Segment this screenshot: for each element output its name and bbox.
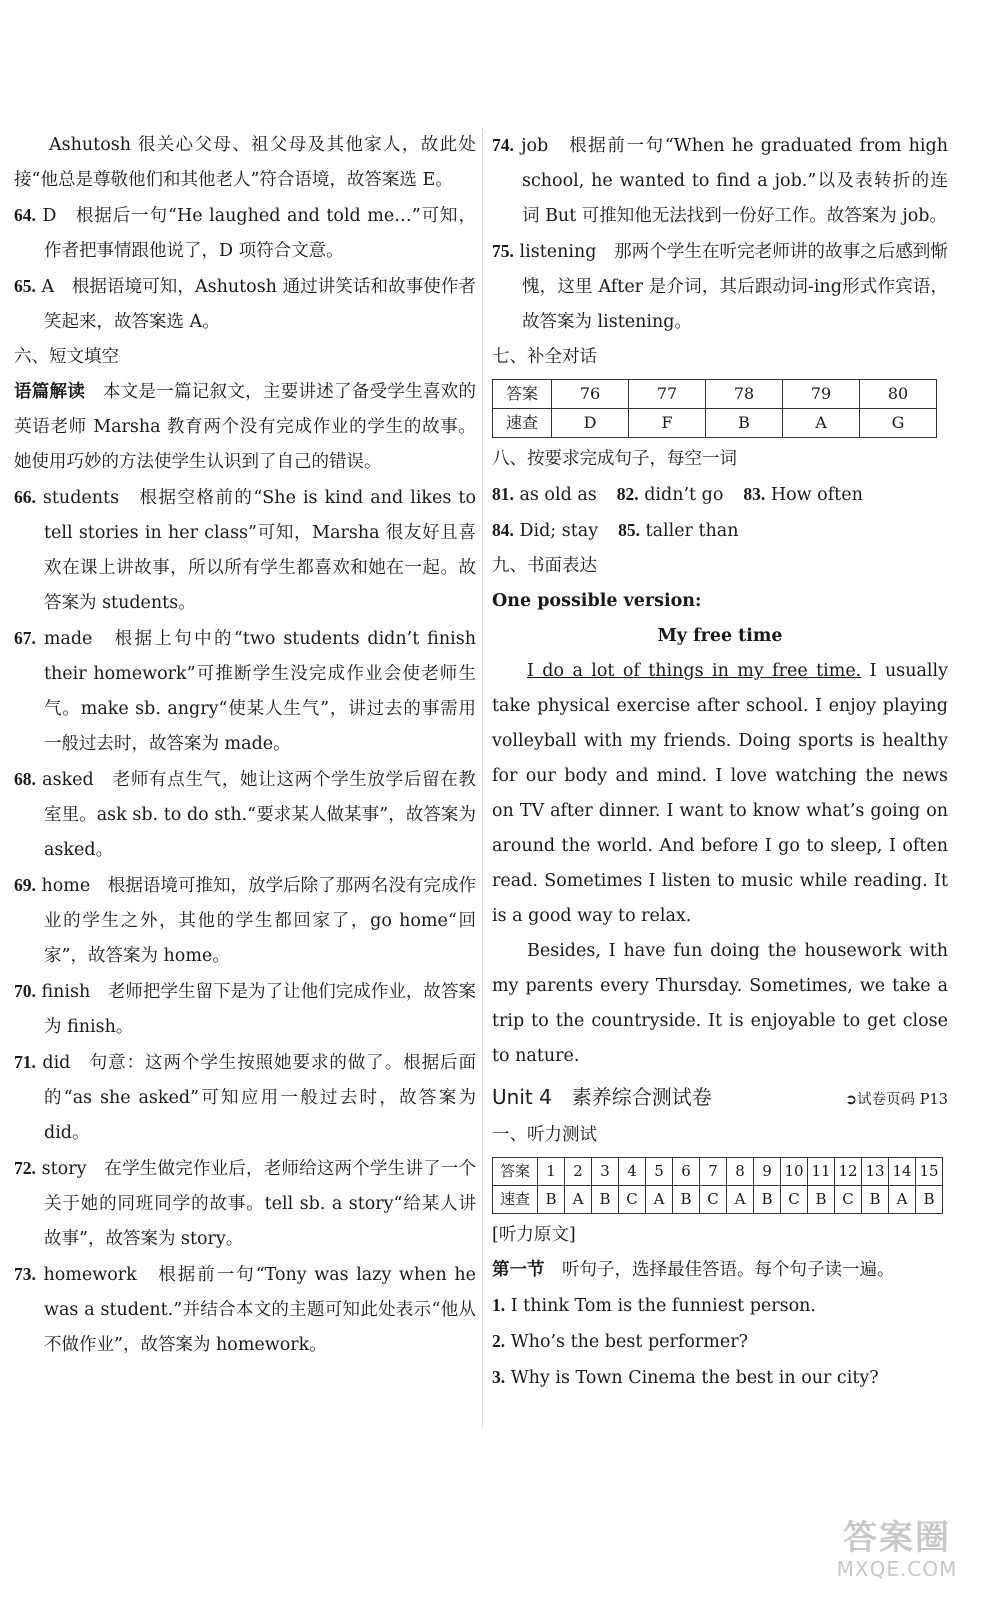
answer-67: 67. made 根据上句中的“two students didn’t finish their homework”可推断学生没完成作业会使老师生气。make sb. angry“使某人生气”，讲过去的事需用一般过去时，故答案为 made。 (14, 628, 476, 754)
column-divider (482, 128, 483, 1428)
table-cell: C (835, 1186, 862, 1214)
check-label: 速查 (493, 1186, 538, 1214)
table-cell: B (862, 1186, 889, 1214)
reading-label: 语篇解读 (14, 382, 86, 402)
table-cell: F (629, 409, 706, 438)
section-heading-7: 七、补全对话 (492, 347, 597, 367)
table-cell: 77 (629, 380, 706, 409)
table-cell: 4 (619, 1158, 646, 1186)
table-cell: 78 (706, 380, 783, 409)
unit-title: Unit 4 素养综合测试卷 (492, 1085, 712, 1109)
answer-label: 答案 (493, 1158, 538, 1186)
answers-81-83: 81. as old as 82. didn’t go 83. How often (492, 484, 863, 505)
watermark-text: 答案圈 (843, 1518, 951, 1558)
check-label: 速查 (493, 409, 552, 438)
answer-68: 68. asked 老师有点生气，她让这两个学生放学后留在教室里。ask sb. to do sth.“要求某人做某事”，故答案为 asked。 (14, 769, 476, 860)
version-label: One possible version: (492, 591, 702, 611)
essay-title: My free time (657, 626, 783, 646)
table-cell: 11 (808, 1158, 835, 1186)
script-sentence-3: 3. Why is Town Cinema the best in our city? (492, 1367, 879, 1388)
table-cell: 2 (565, 1158, 592, 1186)
table-cell: B (754, 1186, 781, 1214)
script-sentence-2: 2. Who’s the best performer? (492, 1331, 748, 1352)
answer-75: 75. listening 那两个学生在听完老师讲的故事之后感到惭愧，这里 After 是介词，其后跟动词-ing形式作宾语，故答案为 listening。 (492, 241, 948, 332)
reading-analysis: 语篇解读 本文是一篇记叙文，主要讲述了备受学生喜欢的英语老师 Marsha 教育两个没有完成作业的学生的故事。她使用巧妙的方法使学生认识到了自己的错误。 (14, 382, 477, 472)
table-cell: 12 (835, 1158, 862, 1186)
left-column (14, 128, 476, 1363)
table-cell: A (783, 409, 860, 438)
table-cell: 6 (673, 1158, 700, 1186)
right-column (492, 128, 948, 1396)
table-cell: 13 (862, 1158, 889, 1186)
answers-84-85: 84. Did; stay 85. taller than (492, 520, 739, 541)
table-cell: 5 (646, 1158, 673, 1186)
table-cell: B (592, 1186, 619, 1214)
table-row (493, 380, 937, 409)
section-heading-6: 六、短文填空 (14, 347, 119, 367)
script-sentence-1: 1. I think Tom is the funniest person. (492, 1295, 816, 1316)
table-cell: 1 (538, 1158, 565, 1186)
table-cell: 3 (592, 1158, 619, 1186)
answer-69: 69. home 根据语境可推知，放学后除了那两名没有完成作业的学生之外，其他的学生都回家了，go home“回家”，故答案为 home。 (14, 875, 476, 966)
table-cell: A (565, 1186, 592, 1214)
table-row (493, 1158, 943, 1186)
table-cell: A (727, 1186, 754, 1214)
dialogue-answer-table (492, 379, 937, 438)
section-heading-8: 八、按要求完成句子，每空一词 (492, 449, 737, 469)
answer-72: 72. story 在学生做完作业后，老师给这两个学生讲了一个关于她的同班同学的故事。tell sb. a story“给某人讲故事”，故答案为 story。 (14, 1158, 476, 1249)
page-reference: ➲试卷页码 P13 (845, 1092, 948, 1108)
answer-64: 64. D 根据后一句“He laughed and told me…”可知，作者把事情跟他说了，D 项符合文意。 (14, 205, 476, 261)
watermark-url: MXQE.COM (836, 1557, 958, 1581)
table-cell: G (860, 409, 937, 438)
table-cell: 10 (781, 1158, 808, 1186)
table-cell: 8 (727, 1158, 754, 1186)
table-cell: B (916, 1186, 943, 1214)
table-cell: B (808, 1186, 835, 1214)
table-cell: 14 (889, 1158, 916, 1186)
table-cell: 15 (916, 1158, 943, 1186)
essay-paragraph-2: Besides, I have fun doing the housework with my parents every Thursday. Sometimes, we take a trip to the countryside. It is enjoyable to get close to nature. (492, 941, 948, 1066)
section-heading-1: 一、听力测试 (492, 1125, 597, 1145)
table-cell: A (646, 1186, 673, 1214)
table-cell: 76 (552, 380, 629, 409)
table-cell: B (538, 1186, 565, 1214)
continued-paragraph: Ashutosh 很关心父母、祖父母及其他家人，故此处接“他总是尊敬他们和其他老人”符合语境，故答案选 E。 (14, 135, 476, 190)
table-row (493, 1186, 943, 1214)
unit-header (492, 1080, 948, 1118)
table-cell: C (619, 1186, 646, 1214)
answer-70: 70. finish 老师把学生留下是为了让他们完成作业，故答案为 finish。 (14, 981, 476, 1037)
answer-71: 71. did 句意：这两个学生按照她要求的做了。根据后面的“as she asked”可知应用一般过去时，故答案为 did。 (14, 1052, 476, 1143)
table-cell: C (781, 1186, 808, 1214)
table-cell: 79 (783, 380, 860, 409)
table-cell: B (706, 409, 783, 438)
section-heading-9: 九、书面表达 (492, 556, 597, 576)
answer-label: 答案 (493, 380, 552, 409)
table-row (493, 409, 937, 438)
watermark-logo (812, 1518, 982, 1588)
table-cell: A (889, 1186, 916, 1214)
table-cell: C (700, 1186, 727, 1214)
answer-66: 66. students 根据空格前的“She is kind and likes to tell stories in her class”可知，Marsha 很友好且喜欢在课上讲故事，所以所有学生都喜欢和她在一起。故答案为 students。 (14, 487, 476, 613)
part-1-instruction: 第一节 听句子，选择最佳答语。每个句子读一遍。 (492, 1260, 895, 1280)
answer-74: 74. job 根据前一句“When he graduated from high school, he wanted to find a job.”以及表转折的连词 But 可推知他无法找到一份好工作。故答案为 job。 (492, 135, 948, 226)
essay-paragraph-1: I do a lot of things in my free time. I usually take physical exercise after school. I enjoy playing volleyball with my friends. Doing sports is healthy for our body and mind. I love watching the news on TV after dinner. I want to know what’s going on around the world. And before I go to sleep, I often read. Sometimes I listen to music while reading. It is a good way to relax. (492, 661, 948, 926)
answer-73: 73. homework 根据前一句“Tony was lazy when he was a student.”并结合本文的主题可知此处表示“他从不做作业”，故答案为 homework。 (14, 1264, 476, 1355)
listening-answer-table (492, 1157, 943, 1214)
table-cell: 80 (860, 380, 937, 409)
table-cell: 7 (700, 1158, 727, 1186)
listening-script-label: [听力原文] (492, 1225, 576, 1245)
table-cell: D (552, 409, 629, 438)
topic-sentence: I do a lot of things in my free time. (527, 661, 862, 681)
table-cell: B (673, 1186, 700, 1214)
table-cell: 9 (754, 1158, 781, 1186)
answer-65: 65. A 根据语境可知，Ashutosh 通过讲笑话和故事使作者笑起来，故答案选 A。 (14, 276, 476, 332)
